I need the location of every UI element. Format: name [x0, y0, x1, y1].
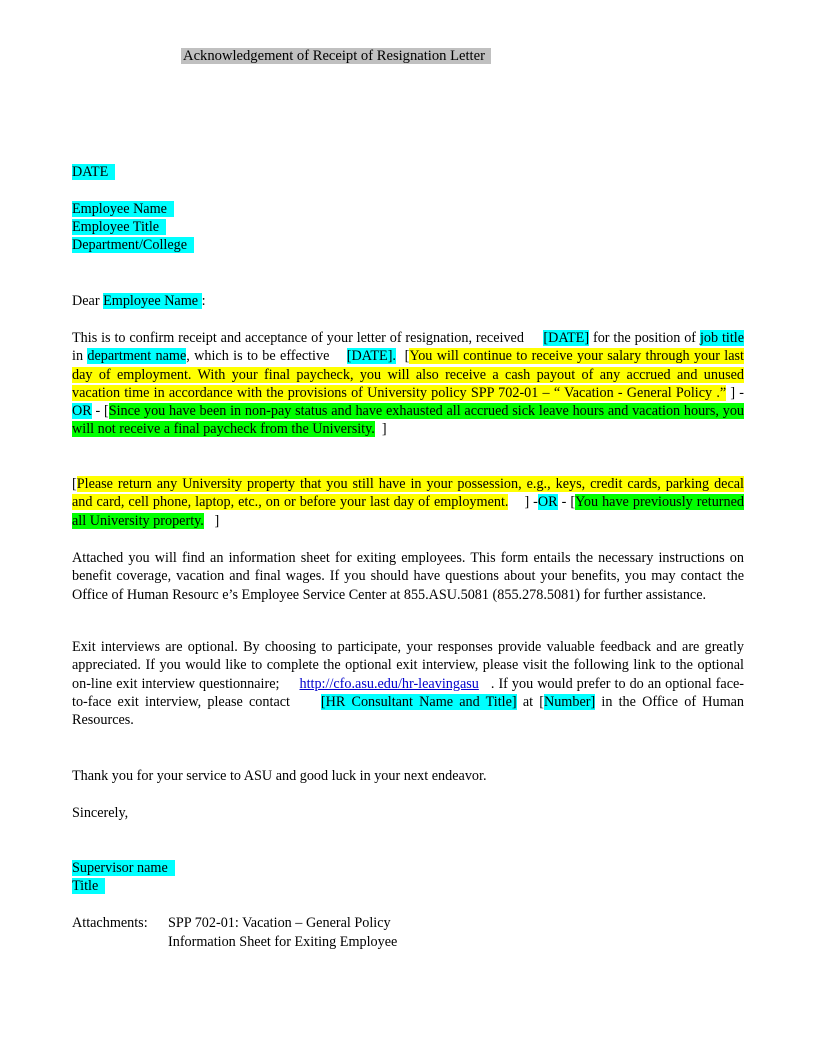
effective-date-placeholder: [DATE].	[346, 348, 396, 365]
date-line	[72, 163, 115, 181]
supervisor-title-placeholder: Title	[72, 878, 99, 894]
document-title	[0, 48, 672, 65]
document-title-text: Acknowledgement of Receipt of Resignation Letter	[181, 48, 491, 64]
para4-text-1: Exit interviews are optional. By choosing to participate, your responses provide valuable feedback and are greatly appreciated. If you would like to complete the optional exit interview, please visit the following link to the optional on-line exit interview questionnaire;	[72, 639, 744, 692]
job-title-placeholder: job title	[699, 330, 745, 346]
non-pay-status-option: Since you have been in non-pay status and have exhausted all accrued sick leave hours and vacation hours, you will not receive a final paycheck from the University.	[72, 403, 745, 438]
para1-text-1: This is to confirm receipt and acceptance of your letter of resignation, received	[72, 330, 524, 346]
department-name-placeholder: department name	[87, 348, 187, 365]
para2-bracket-close: ] -	[524, 494, 538, 511]
paragraph-confirmation	[72, 329, 744, 439]
attachment-item: Information Sheet for Exiting Employee	[168, 934, 398, 950]
paragraph-exit-interview	[72, 638, 744, 729]
or-separator-2: OR	[537, 494, 558, 511]
attachments-label: Attachments:	[72, 915, 148, 931]
paragraph-attachment-info: Attached you will find an information sheet for exiting employees. This form entails the necessary instructions on benefit coverage, vacation and final wages. If you should have questions about your benefits, you may contact the Office of Human Resourc e’s Employee Service Center at 855.ASU.5081 (855.278.5081) for further assistance.	[72, 550, 744, 603]
recipient-title	[72, 218, 166, 236]
para1-bracket-open-2: - [	[95, 403, 109, 420]
thank-you-line: Thank you for your service to ASU and good luck in your next endeavor.	[72, 768, 487, 784]
para1-text-2: for the position of	[592, 330, 697, 346]
salutation-name-placeholder: Employee Name	[103, 293, 199, 309]
received-date-placeholder: [DATE]	[543, 330, 590, 346]
para4-text-4: in the Office of Human Resources.	[72, 693, 745, 729]
signer-title	[72, 877, 105, 895]
date-placeholder: DATE	[72, 164, 109, 180]
para1-bracket-close: ] -	[730, 384, 745, 401]
para2-bracket-open-2: - [	[561, 494, 576, 511]
paragraph-property	[72, 475, 744, 530]
salutation-prefix: Dear	[72, 293, 100, 309]
para1-text-4: , which is to be effective	[186, 348, 330, 365]
recipient-name	[72, 200, 174, 218]
or-separator: OR	[72, 403, 92, 420]
exit-interview-link[interactable]: http://cfo.asu.edu/hr-leavingasu	[299, 675, 479, 692]
attachments-list	[168, 914, 397, 952]
supervisor-name-placeholder: Supervisor name	[72, 860, 168, 876]
return-property-option: Please return any University property that you still have in your possession, e.g., keys, credit cards, parking decal and card, cell phone, laptop, etc., on or before your last day of employment.	[72, 476, 744, 511]
salutation	[72, 292, 206, 310]
final-paycheck-option: You will continue to receive your salary through your last day of employment. With your final paycheck, you will also receive a cash payout of any accrued and unused vacation time in accordance with the provisions of University policy SPP 702-01 – “ Vacation - General Policy .”	[72, 348, 745, 401]
signer-name	[72, 859, 175, 877]
para1-bracket-open: [	[404, 348, 410, 365]
para2-bracket-close-2: ]	[214, 512, 220, 529]
recipient-dept-placeholder: Department/College	[72, 237, 188, 253]
hr-consultant-placeholder: [HR Consultant Name and Title]	[320, 693, 517, 710]
attachment-item: SPP 702-01: Vacation – General Policy	[168, 915, 391, 931]
salutation-suffix: :	[201, 293, 206, 309]
para1-bracket-close-2: ]	[381, 421, 387, 438]
recipient-department	[72, 236, 194, 254]
para4-text-2: . If you would prefer to do an optional face-to-face exit interview, please contact	[72, 675, 745, 710]
property-returned-option: You have previously returned all University property.	[72, 494, 745, 529]
recipient-title-placeholder: Employee Title	[72, 219, 160, 235]
recipient-name-placeholder: Employee Name	[72, 201, 167, 217]
para2-bracket-open: [	[72, 476, 77, 492]
closing: Sincerely,	[72, 805, 129, 821]
para4-text-3: at [	[522, 693, 544, 710]
phone-number-placeholder: Number]	[543, 693, 596, 710]
para1-text-3: in	[72, 348, 84, 365]
